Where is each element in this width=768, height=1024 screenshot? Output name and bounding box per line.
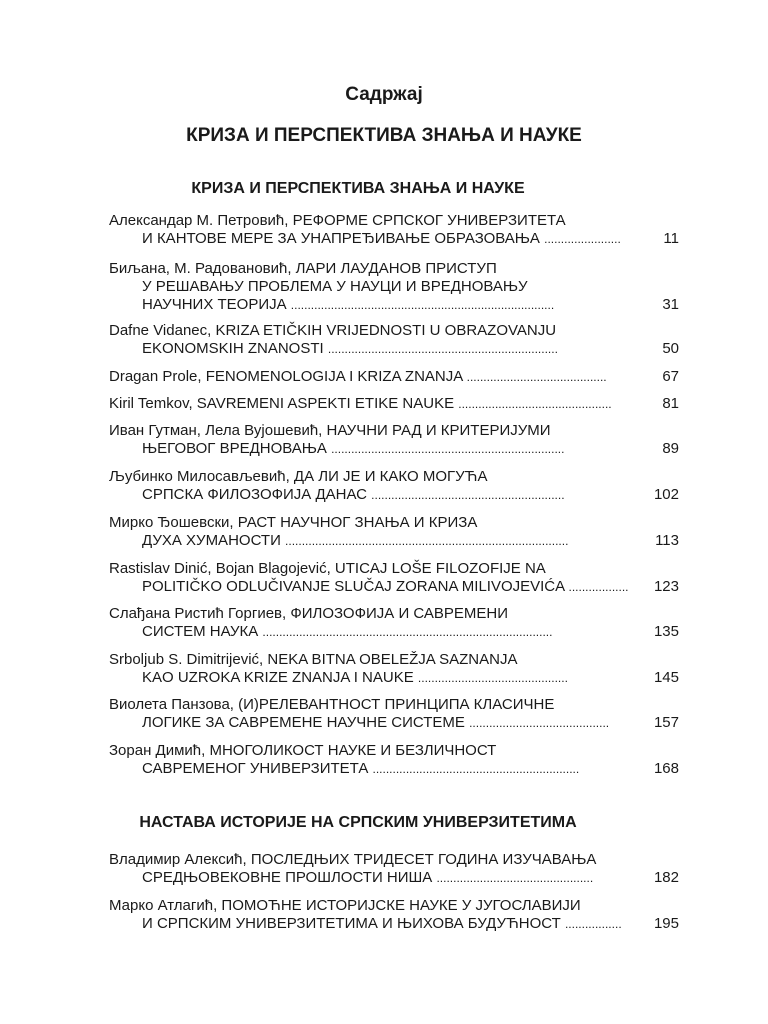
dot-leader: .......................................................... xyxy=(371,488,565,502)
entry-author-title xyxy=(109,468,679,486)
entry-text: САВРЕМЕНОГ УНИВЕРЗИТЕТА xyxy=(142,760,369,777)
toc-entry[interactable] xyxy=(109,422,679,458)
entry-text: Dragan Prole, FENOMENOLOGIJA I KRIZA ZNANJA xyxy=(109,368,463,385)
page-number: 50 xyxy=(662,340,679,357)
entry-author-title xyxy=(109,260,679,278)
entry-text: Виолета Панзова, (И)РЕЛЕВАНТНОСТ ПРИНЦИПА КЛАСИЧНЕ xyxy=(109,696,555,713)
page-number: 31 xyxy=(662,296,679,313)
entry-text: ЛОГИКЕ ЗА САВРЕМЕНЕ НАУЧНЕ СИСТЕМЕ xyxy=(142,714,465,731)
entry-title-continuation xyxy=(109,578,679,596)
entry-text: СРЕДЊОВЕКОВНЕ ПРОШЛОСТИ НИША xyxy=(142,869,433,886)
entry-author-title xyxy=(109,560,679,578)
page-number: 168 xyxy=(653,760,679,777)
entry-author-title xyxy=(109,322,679,340)
entry-title-continuation xyxy=(109,915,679,933)
toc-entry[interactable] xyxy=(109,514,679,550)
toc-entry[interactable] xyxy=(109,605,679,641)
entry-author-title xyxy=(109,514,679,532)
page-number: 182 xyxy=(653,869,679,886)
entry-author-title xyxy=(109,212,679,230)
entry-title-continuation xyxy=(109,623,679,641)
page-number: 102 xyxy=(653,486,679,503)
entry-author-title xyxy=(109,897,679,915)
entry-author-title xyxy=(109,605,679,623)
entry-author-title xyxy=(109,696,679,714)
entry-author-title xyxy=(109,422,679,440)
entry-text: НАУЧНИХ ТЕОРИЈА xyxy=(142,296,287,313)
page-number: 145 xyxy=(653,669,679,686)
entry-text: Dafne Vidanec, KRIZA ETIČKIH VRIJEDNOSTI U OBRAZOVANJU xyxy=(109,322,557,339)
toc-entry[interactable] xyxy=(109,696,679,732)
entry-title-continuation xyxy=(109,440,679,458)
entry-text: СРПСКА ФИЛОЗОФИЈА ДАНАС xyxy=(142,486,367,503)
toc-entry[interactable] xyxy=(109,368,679,386)
toc-entry[interactable] xyxy=(109,468,679,504)
dot-leader: .............................................................. xyxy=(372,762,580,776)
entry-text: Слађана Ристић Горгиев, ФИЛОЗОФИЈА И САВРЕМЕНИ xyxy=(109,605,509,622)
entry-title-continuation xyxy=(109,669,679,687)
entry-text: И СРПСКИМ УНИВЕРЗИТЕТИМА И ЊИХОВА БУДУЋНОСТ xyxy=(142,915,561,932)
section-title: КРИЗА И ПЕРСПЕКТИВА ЗНАЊА И НАУКЕ xyxy=(191,180,525,197)
entry-title-continuation xyxy=(109,230,679,248)
entry-text: Марко Атлагић, ПОМОЋНЕ ИСТОРИЈСКЕ НАУКЕ У ЈУГОСЛАВИЈИ xyxy=(109,897,581,914)
entry-author-title xyxy=(109,851,679,869)
entry-author-title xyxy=(109,742,679,760)
dot-leader: ....................................................................................... xyxy=(262,625,553,639)
toc-entry[interactable] xyxy=(109,212,679,248)
entry-author-title xyxy=(109,368,679,386)
entry-text: Александар М. Петровић, РЕФОРМЕ СРПСКОГ УНИВЕРЗИТЕТА xyxy=(109,212,566,229)
toc-entry[interactable] xyxy=(109,260,679,314)
entry-text: KAO UZROKA KRIZE ZNANJA I NAUKE xyxy=(142,669,414,686)
toc-label: Садржај xyxy=(345,84,423,105)
entry-text: ДУХА ХУМАНОСТИ xyxy=(142,532,281,549)
dot-leader: ................. xyxy=(564,917,622,931)
entry-text: СИСТЕМ НАУКА xyxy=(142,623,259,640)
toc-entry[interactable] xyxy=(109,742,679,778)
section-title: НАСТАВА ИСТОРИЈЕ НА СРПСКИМ УНИВЕРЗИТЕТИМА xyxy=(139,814,577,831)
entry-author-title xyxy=(109,395,679,413)
main-title: КРИЗА И ПЕРСПЕКТИВА ЗНАЊА И НАУКЕ xyxy=(186,125,582,146)
entry-text: POLITIČKO ODLUČIVANJE SLUČAJ ZORANA MILIVOJEVIĆA xyxy=(142,578,565,595)
entry-text: Kiril Temkov, SAVREMENI ASPEKTI ETIKE NAUKE xyxy=(109,395,455,412)
entry-text: Srboljub S. Dimitrijević, NEKA BITNA OBELEŽJA SAZNANJA xyxy=(109,651,518,668)
dot-leader: ....................... xyxy=(544,232,621,246)
page-number: 89 xyxy=(662,440,679,457)
dot-leader: ..................................................................................... xyxy=(285,534,569,548)
entry-text: И КАНТОВЕ МЕРЕ ЗА УНАПРЕЂИВАЊЕ ОБРАЗОВАЊА xyxy=(142,230,540,247)
entry-text: EKONOMSKIH ZNANOSTI xyxy=(142,340,324,357)
entry-text: Владимир Алексић, ПОСЛЕДЊИХ ТРИДЕСЕТ ГОДИНА ИЗУЧАВАЊА xyxy=(109,851,597,868)
entry-author-title xyxy=(109,651,679,669)
page-number: 113 xyxy=(655,532,679,549)
entry-text: ЊЕГОВОГ ВРЕДНОВАЊА xyxy=(142,440,327,457)
toc-entry[interactable] xyxy=(109,560,679,596)
entry-text: Rastislav Dinić, Bojan Blagojević, UTICAJ LOŠE FILOZOFIJE NA xyxy=(109,560,546,577)
entry-text: Зоран Димић, МНОГОЛИКОСТ НАУКЕ И БЕЗЛИЧНОСТ xyxy=(109,742,497,759)
page-number: 123 xyxy=(653,578,679,595)
dot-leader: ...................................................................... xyxy=(331,442,565,456)
page-number: 195 xyxy=(653,915,679,932)
entry-text: У РЕШАВАЊУ ПРОБЛЕМА У НАУЦИ И ВРЕДНОВАЊУ xyxy=(142,278,528,295)
toc-entry[interactable] xyxy=(109,651,679,687)
dot-leader: ............................................... xyxy=(436,871,594,885)
entry-title-continuation xyxy=(109,532,679,550)
dot-leader: .............................................. xyxy=(458,397,612,411)
page-number: 11 xyxy=(663,230,679,247)
page-number: 67 xyxy=(662,368,679,385)
entry-text: Биљана, М. Радовановић, ЛАРИ ЛАУДАНОВ ПРИСТУП xyxy=(109,260,497,277)
entry-title-continuation xyxy=(109,340,679,358)
toc-entry[interactable] xyxy=(109,851,679,887)
entry-title-continuation xyxy=(109,296,679,314)
toc-entry[interactable] xyxy=(109,322,679,358)
entry-text: Иван Гутман, Лела Вујошевић, НАУЧНИ РАД И КРИТЕРИЈУМИ xyxy=(109,422,551,439)
toc-entry[interactable] xyxy=(109,395,679,413)
entry-text: Мирко Ђошевски, РАСТ НАУЧНОГ ЗНАЊА И КРИЗА xyxy=(109,514,478,531)
entry-title-continuation xyxy=(109,278,679,296)
toc-entry[interactable] xyxy=(109,897,679,933)
dot-leader: ..................................................................... xyxy=(327,342,558,356)
page-number: 157 xyxy=(653,714,679,731)
entry-text: Љубинко Милосављевић, ДА ЛИ ЈЕ И КАКО МОГУЋА xyxy=(109,468,488,485)
entry-title-continuation xyxy=(109,869,679,887)
dot-leader: .......................................... xyxy=(466,370,607,384)
page-number: 81 xyxy=(662,395,679,412)
page-number: 135 xyxy=(653,623,679,640)
entry-title-continuation xyxy=(109,486,679,504)
entry-title-continuation xyxy=(109,714,679,732)
dot-leader: .......................................... xyxy=(469,716,610,730)
dot-leader: ............................................................................... xyxy=(290,298,555,312)
dot-leader: .................. xyxy=(568,580,629,594)
entry-title-continuation xyxy=(109,760,679,778)
dot-leader: ............................................. xyxy=(417,671,568,685)
